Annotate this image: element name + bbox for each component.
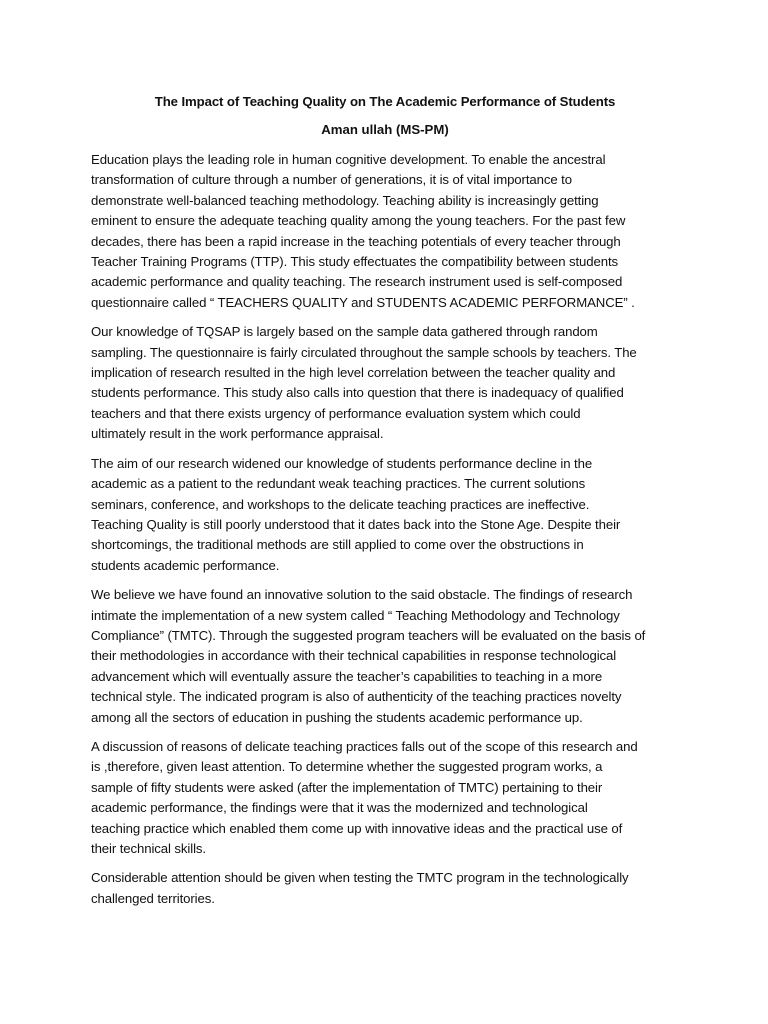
text-line: sampling. The questionnaire is fairly circulated throughout the sample schools by teachers. The xyxy=(91,344,637,360)
text-line: seminars, conference, and workshops to the delicate teaching practices are ineffective. xyxy=(91,496,590,512)
document-body xyxy=(91,150,679,909)
text-line: Compliance” (TMTC). Through the suggested program teachers will be evaluated on the basis of xyxy=(91,627,646,643)
paragraph xyxy=(91,454,679,576)
text-line: demonstrate well-balanced teaching methodology. Teaching ability is increasingly getting xyxy=(91,192,599,208)
text-line: challenged territories. xyxy=(91,890,215,906)
text-line: Education plays the leading role in human cognitive development. To enable the ancestral xyxy=(91,152,606,167)
paragraph xyxy=(91,322,679,444)
text-line: Our knowledge of TQSAP is largely based on the sample data gathered through random xyxy=(91,324,598,340)
text-line: students performance. This study also calls into question that there is inadequacy of qualified xyxy=(91,385,624,401)
text-line: sample of fifty students were asked (after the implementation of TMTC) pertaining to their xyxy=(91,779,603,795)
text-line: academic performance and quality teaching. The research instrument used is self-composed xyxy=(91,274,623,290)
paragraph xyxy=(91,737,679,859)
text-line: intimate the implementation of a new system called “ Teaching Methodology and Technology xyxy=(91,607,620,623)
text-line: shortcomings, the traditional methods are still applied to come over the obstructions in xyxy=(91,537,584,553)
text-line: teachers and that there exists urgency of performance evaluation system which could xyxy=(91,405,581,421)
text-line: among all the sectors of education in pushing the students academic performance up. xyxy=(91,709,583,725)
text-line: their methodologies in accordance with their technical capabilities in response technological xyxy=(91,648,617,664)
paragraph xyxy=(91,150,679,313)
text-line: transformation of culture through a number of generations, it is of vital importance to xyxy=(91,172,572,188)
paragraph xyxy=(91,585,679,728)
text-line: ultimately result in the work performance appraisal. xyxy=(91,426,384,442)
paragraph xyxy=(91,868,679,909)
text-line: is ,therefore, given least attention. To determine whether the suggested program works, a xyxy=(91,759,603,775)
document-author: Aman ullah (MS-PM) xyxy=(321,122,449,137)
text-line: technical style. The indicated program is also of authenticity of the teaching practices novelty xyxy=(91,689,622,705)
text-line: questionnaire called “ TEACHERS QUALITY and STUDENTS ACADEMIC PERFORMANCE” . xyxy=(91,294,635,310)
text-line: teaching practice which enabled them come up with innovative ideas and the practical use of xyxy=(91,820,623,836)
text-line: Considerable attention should be given when testing the TMTC program in the technologically xyxy=(91,870,629,886)
document-content xyxy=(91,92,679,918)
text-line: academic as a patient to the redundant weak teaching practices. The current solutions xyxy=(91,476,586,492)
text-line: their technical skills. xyxy=(91,841,206,856)
text-line: A discussion of reasons of delicate teaching practices falls out of the scope of this research and xyxy=(91,738,638,754)
text-line: Teacher Training Programs (TTP). This study effectuates the compatibility between students xyxy=(91,254,619,270)
text-line: advancement which will eventually assure the teacher’s capabilities to teaching in a more xyxy=(91,668,603,684)
text-line: decades, there has been a rapid increase in the teaching potentials of every teacher through xyxy=(91,233,621,249)
text-line: Teaching Quality is still poorly understood that it dates back into the Stone Age. Despite their xyxy=(91,516,621,532)
document-title: The Impact of Teaching Quality on The Academic Performance of Students xyxy=(154,94,616,109)
text-line: The aim of our research widened our knowledge of students performance decline in the xyxy=(91,455,593,471)
text-line: We believe we have found an innovative solution to the said obstacle. The findings of research xyxy=(91,587,633,603)
text-line: academic performance, the findings were that it was the modernized and technological xyxy=(91,800,588,816)
text-line: students academic performance. xyxy=(91,557,280,573)
text-line: eminent to ensure the adequate teaching quality among the young teachers. For the past few xyxy=(91,213,626,229)
text-line: implication of research resulted in the high level correlation between the teacher quality and xyxy=(91,365,616,381)
